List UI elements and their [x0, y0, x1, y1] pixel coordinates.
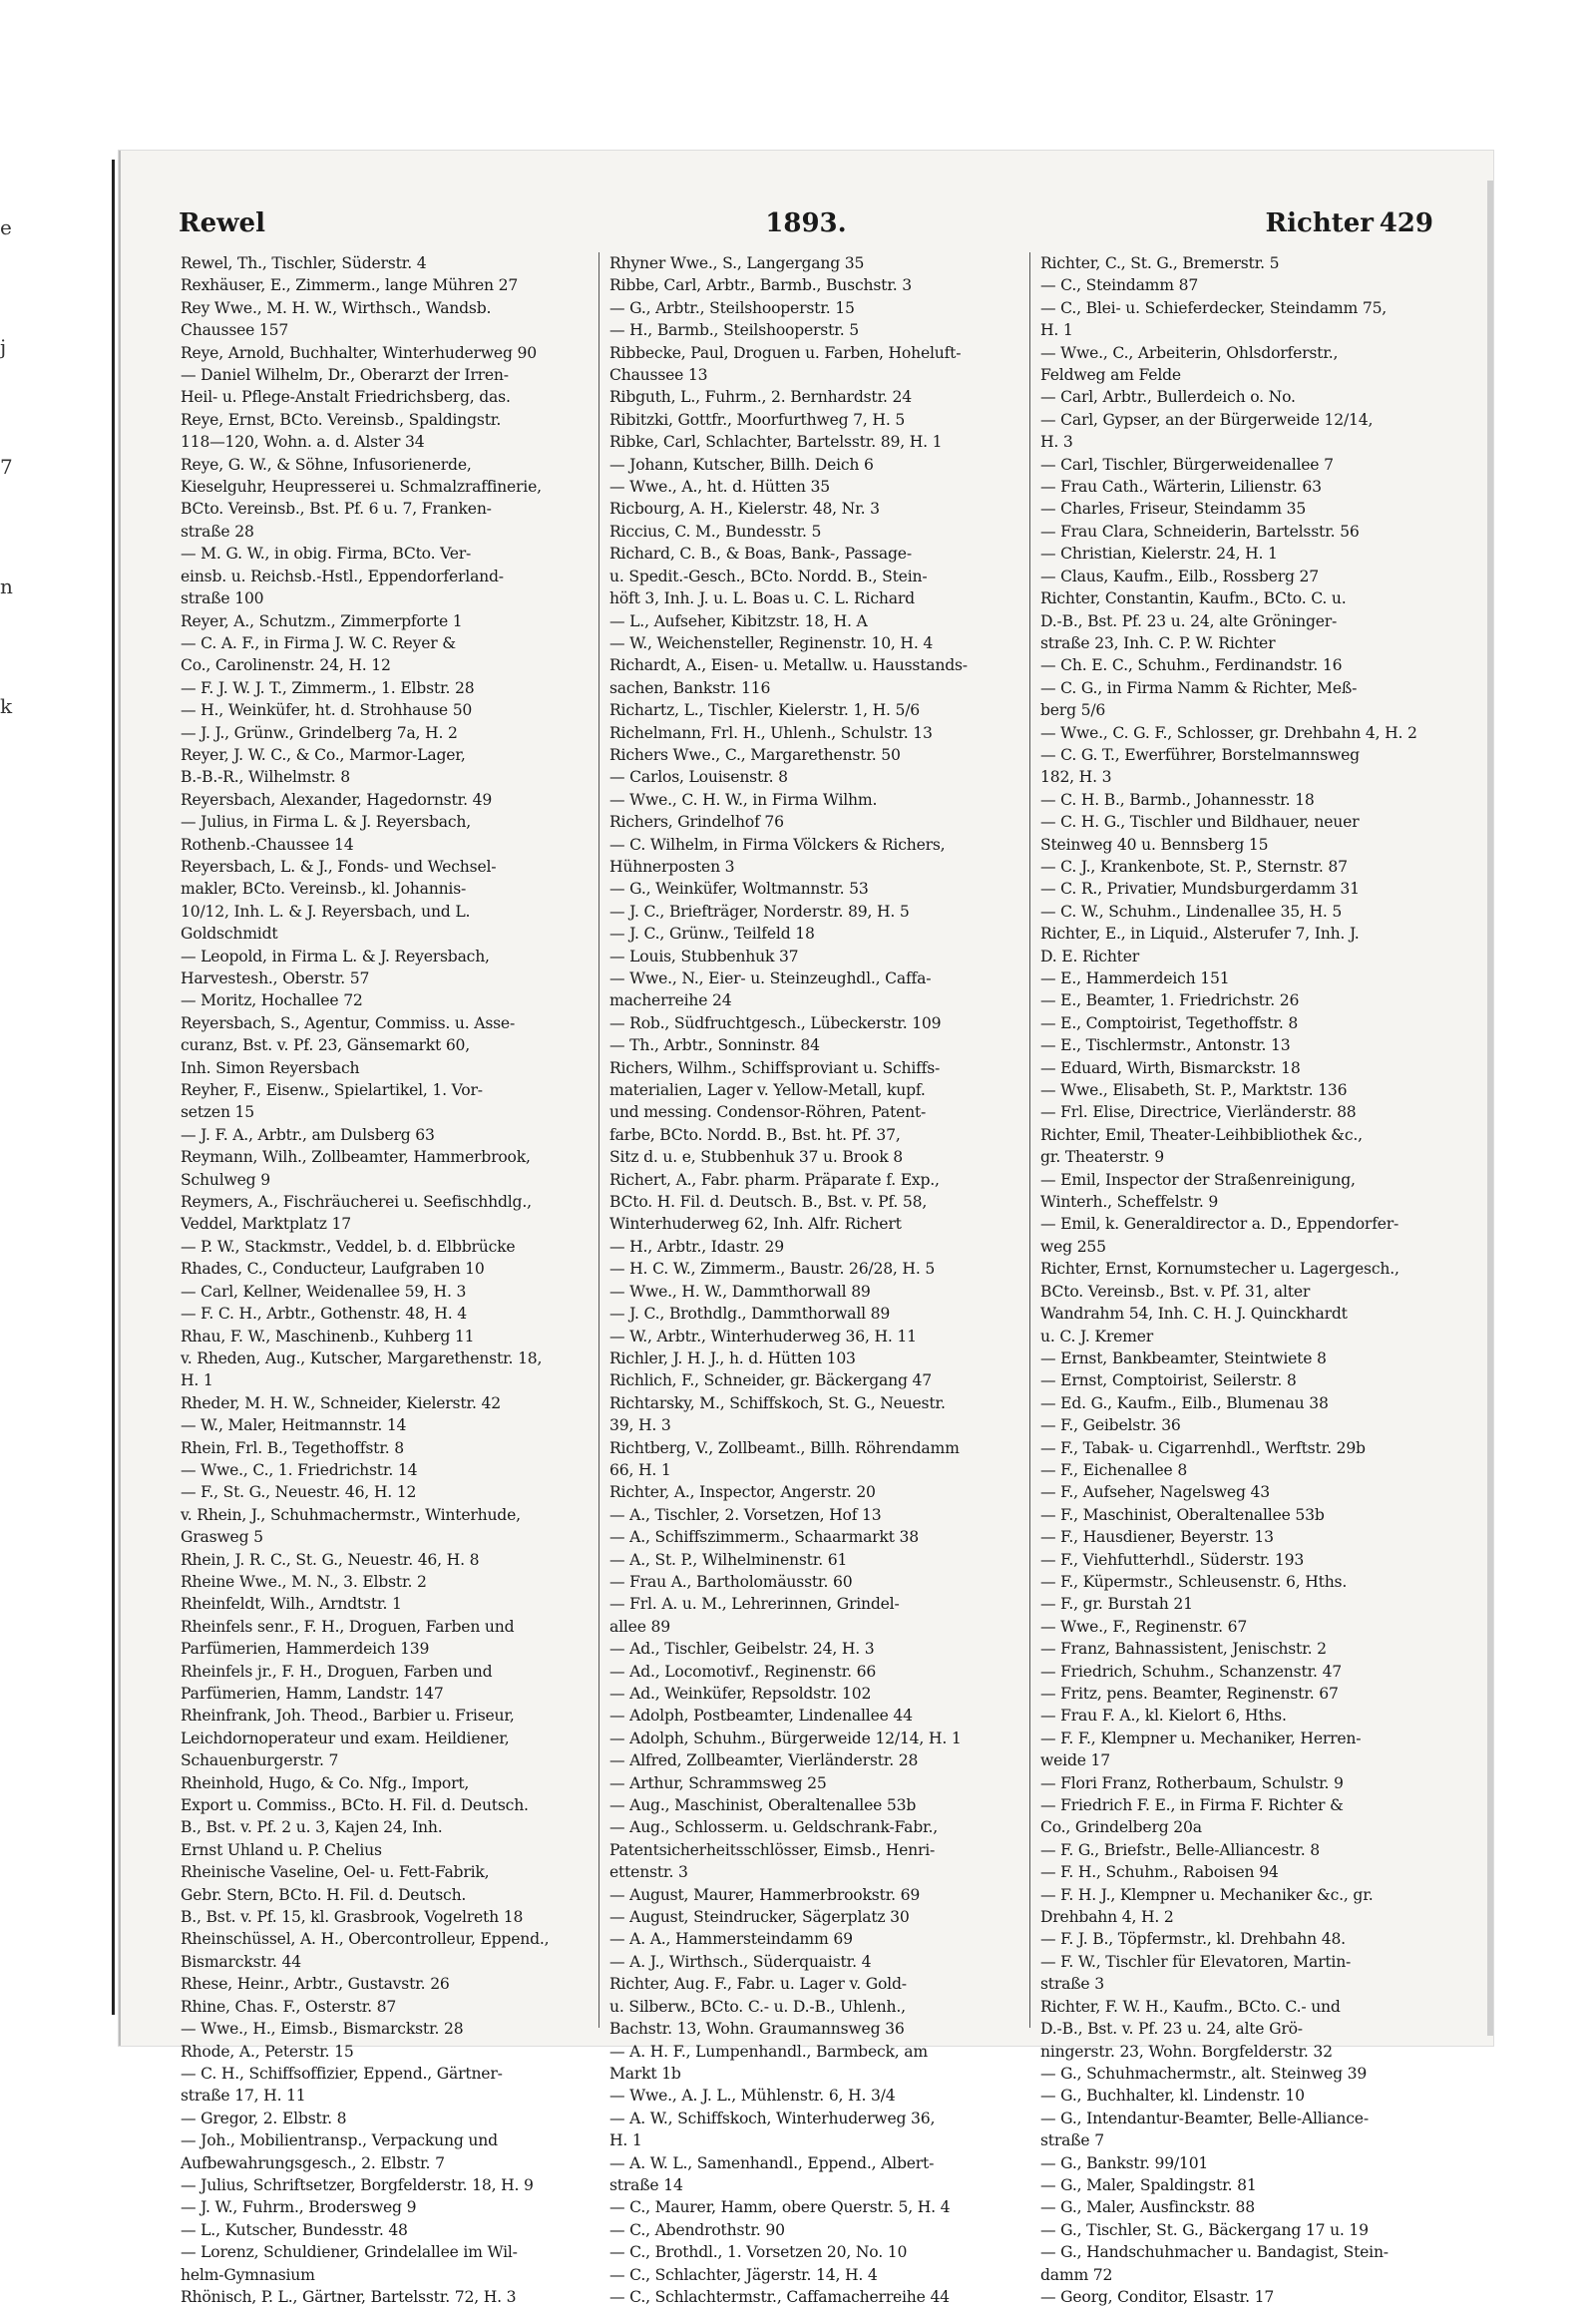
directory-entry-line: — F., Maschinist, Oberaltenallee 53b: [1040, 1505, 1325, 1524]
directory-entry-line: — Carl, Arbtr., Bullerdeich o. No.: [1040, 388, 1296, 407]
directory-entry-line: Rhese, Heinr., Arbtr., Gustavstr. 26: [181, 1975, 450, 1994]
directory-entry-line: Richter, Emil, Theater-Leihbibliothek &c.,: [1040, 1125, 1363, 1144]
directory-entry-line: — A., Tischler, 2. Vorsetzen, Hof 13: [609, 1505, 882, 1524]
directory-entry-line: — A., Schiffszimmerm., Schaarmarkt 38: [609, 1528, 919, 1547]
directory-entry-line: — F. J. B., Töpfermstr., kl. Drehbahn 48.: [1040, 1930, 1346, 1949]
directory-entry-line: Richter, Aug. F., Fabr. u. Lager v. Gold-: [609, 1975, 907, 1994]
directory-entry-line: Export u. Commiss., BCto. H. Fil. d. Deutsch.: [181, 1796, 529, 1815]
directory-entry-line: — J. F. A., Arbtr., am Dulsberg 63: [181, 1125, 435, 1144]
directory-entry-line: — Wwe., C., 1. Friedrichstr. 14: [181, 1460, 418, 1479]
directory-entry-line: — J. C., Briefträger, Norderstr. 89, H. 5: [609, 902, 910, 921]
directory-entry-line: — A. W., Schiffskoch, Winterhuderweg 36,: [609, 2109, 936, 2127]
directory-entry-line: Gebr. Stern, BCto. H. Fil. d. Deutsch.: [181, 1885, 467, 1904]
directory-entry-line: — C. J., Krankenbote, St. P., Sternstr. 87: [1040, 857, 1348, 876]
directory-entry-line: — E., Beamter, 1. Friedrichstr. 26: [1040, 991, 1300, 1010]
directory-entry-line: — F., Tabak- u. Cigarrenhdl., Werftstr. 29b: [1040, 1438, 1366, 1457]
directory-entry-line: — F. G., Briefstr., Belle-Alliancestr. 8: [1040, 1840, 1320, 1859]
directory-entry-line: — Adolph, Postbeamter, Lindenallee 44: [609, 1707, 913, 1726]
directory-entry-line: Reymers, A., Fischräucherei u. Seefischhdlg.,: [181, 1193, 532, 1212]
directory-entry-line: — Franz, Bahnassistent, Jenischstr. 2: [1040, 1640, 1327, 1659]
directory-entry-line: — C., Schlachtermstr., Caffamacherreihe 44: [609, 2287, 950, 2306]
directory-entry-line: Rheinfrank, Joh. Theod., Barbier u. Friseur,: [181, 1707, 515, 1726]
directory-entry-line: Ricbourg, A. H., Kielerstr. 48, Nr. 3: [609, 500, 880, 519]
directory-entry-line: Richtberg, V., Zollbeamt., Billh. Röhrendamm: [609, 1438, 960, 1457]
directory-entry-line: Goldschmidt: [181, 925, 278, 944]
directory-entry-line: — F. W., Tischler für Elevatoren, Martin-: [1040, 1952, 1352, 1971]
directory-entry-line: — F. C. H., Arbtr., Gothenstr. 48, H. 4: [181, 1305, 467, 1324]
directory-entry-line: weide 17: [1040, 1751, 1110, 1770]
directory-entry-line: — C., Blei- u. Schieferdecker, Steindamm 75,: [1040, 298, 1388, 317]
column-rule: [598, 252, 599, 2028]
directory-entry-line: — Frau A., Bartholomäusstr. 60: [609, 1572, 853, 1591]
directory-entry-line: Rhyner Wwe., S., Langergang 35: [609, 254, 865, 272]
directory-entry-line: — Arthur, Schrammsweg 25: [609, 1773, 827, 1792]
directory-entry-line: — G., Maler, Spaldingstr. 81: [1040, 2175, 1257, 2194]
directory-entry-line: — E., Hammerdeich 151: [1040, 969, 1230, 987]
directory-entry-line: — F. F., Klempner u. Mechaniker, Herren-: [1040, 1729, 1362, 1747]
directory-entry-line: — Frl. A. u. M., Lehrerinnen, Grindel-: [609, 1595, 900, 1614]
directory-entry-line: straße 28: [181, 522, 254, 541]
directory-entry-line: — Wwe., C., Arbeiterin, Ohlsdorferstr.,: [1040, 343, 1339, 362]
directory-entry-line: — Th., Arbtr., Sonninstr. 84: [609, 1036, 820, 1055]
directory-entry-line: Richter, E., in Liquid., Alsterufer 7, Inh. J.: [1040, 925, 1360, 944]
directory-entry-line: — A. H. F., Lumpenhandl., Barmbeck, am: [609, 2042, 928, 2061]
directory-entry-line: Reyersbach, S., Agentur, Commiss. u. Asse-: [181, 1013, 516, 1032]
header-right-keyword: Richter: [1265, 208, 1374, 238]
directory-entry-line: — Rob., Südfruchtgesch., Lübeckerstr. 109: [609, 1013, 942, 1032]
directory-entry-line: — Moritz, Hochallee 72: [181, 991, 363, 1010]
directory-entry-line: Kieselguhr, Heupresserei u. Schmalzraffinerie,: [181, 478, 542, 497]
directory-entry-line: — Claus, Kaufm., Eilb., Rossberg 27: [1040, 567, 1319, 585]
directory-entry-line: Reyersbach, Alexander, Hagedornstr. 49: [181, 790, 493, 809]
directory-entry-line: Parfümerien, Hammerdeich 139: [181, 1640, 430, 1659]
directory-entry-line: — C. G., in Firma Namm & Richter, Meß-: [1040, 678, 1358, 697]
directory-entry-line: u. C. J. Kremer: [1040, 1327, 1154, 1346]
directory-entry-line: Richard, C. B., & Boas, Bank-, Passage-: [609, 545, 912, 564]
directory-entry-line: setzen 15: [181, 1103, 254, 1122]
directory-entry-line: Schauenburgerstr. 7: [181, 1751, 339, 1770]
directory-entry-line: Rheinische Vaseline, Oel- u. Fett-Fabrik,: [181, 1863, 490, 1882]
directory-entry-line: BCto. Vereinsb., Bst. Pf. 6 u. 7, Franken-: [181, 500, 492, 519]
directory-entry-line: — Carl, Tischler, Bürgerweidenallee 7: [1040, 455, 1334, 474]
directory-entry-line: — Ed. G., Kaufm., Eilb., Blumenau 38: [1040, 1393, 1329, 1412]
directory-entry-line: Bachstr. 13, Wohn. Graumannsweg 36: [609, 2020, 905, 2039]
directory-entry-line: Rheinschüssel, A. H., Obercontrolleur, Eppend.,: [181, 1930, 550, 1949]
directory-entry-line: — Ad., Weinküfer, Repsoldstr. 102: [609, 1685, 872, 1703]
directory-entry-line: straße 14: [609, 2175, 683, 2194]
column-3: [1040, 252, 1447, 2306]
directory-entry-line: Reymann, Wilh., Zollbeamter, Hammerbrook,: [181, 1148, 531, 1167]
directory-entry-line: — Alfred, Zollbeamter, Vierländerstr. 28: [609, 1751, 919, 1770]
directory-entry-line: — W., Maler, Heitmannstr. 14: [181, 1416, 407, 1435]
directory-entry-line: — Frau F. A., kl. Kielort 6, Hths.: [1040, 1707, 1287, 1726]
directory-entry-line: H. 1: [181, 1371, 213, 1390]
directory-entry-line: Rhönisch, P. L., Gärtner, Bartelsstr. 72, H. 3: [181, 2287, 517, 2306]
directory-entry-line: Reye, Ernst, BCto. Vereinsb., Spaldingstr.: [181, 410, 502, 429]
directory-entry-line: — August, Steindrucker, Sägerplatz 30: [609, 1908, 910, 1927]
directory-entry-line: — Aug., Schlosserm. u. Geldschrank-Fabr.,: [609, 1818, 939, 1837]
directory-entry-line: — G., Handschuhmacher u. Bandagist, Stein-: [1040, 2243, 1389, 2262]
directory-entry-line: — F. H. J., Klempner u. Mechaniker &c., gr.: [1040, 1885, 1374, 1904]
directory-entry-line: — Wwe., N., Eier- u. Steinzeughdl., Caffa-: [609, 969, 932, 987]
directory-entry-line: — C., Brothdl., 1. Vorsetzen 20, No. 10: [609, 2243, 908, 2262]
directory-entry-line: damm 72: [1040, 2265, 1113, 2284]
directory-entry-line: Schulweg 9: [181, 1170, 270, 1189]
directory-entry-line: H. 3: [1040, 433, 1073, 452]
directory-entry-line: H. 1: [609, 2131, 642, 2150]
directory-entry-line: — G., Weinküfer, Woltmannstr. 53: [609, 880, 869, 899]
directory-entry-line: Harvestesh., Oberstr. 57: [181, 969, 370, 987]
directory-entry-line: ningerstr. 23, Wohn. Borgfelderstr. 32: [1040, 2042, 1333, 2061]
directory-entry-line: ettenstr. 3: [609, 1863, 688, 1882]
directory-entry-line: 118—120, Wohn. a. d. Alster 34: [181, 433, 425, 452]
directory-entry-line: Richelmann, Frl. H., Uhlenh., Schulstr. 13: [609, 723, 933, 742]
directory-entry-line: — F., St. G., Neuestr. 46, H. 12: [181, 1483, 417, 1502]
directory-entry-line: Richler, J. H. J., h. d. Hütten 103: [609, 1348, 856, 1367]
directory-entry-line: Rewel, Th., Tischler, Süderstr. 4: [181, 254, 427, 272]
directory-entry-line: — Wwe., F., Reginenstr. 67: [1040, 1617, 1248, 1636]
directory-entry-line: B.-B.-R., Wilhelmstr. 8: [181, 768, 350, 787]
directory-entry-line: Veddel, Marktplatz 17: [181, 1215, 351, 1234]
directory-entry-line: Rheine Wwe., M. N., 3. Elbstr. 2: [181, 1572, 427, 1591]
directory-entry-line: Ribbecke, Paul, Droguen u. Farben, Hoheluft-: [609, 343, 962, 362]
directory-entry-line: Inh. Simon Reyersbach: [181, 1058, 360, 1077]
previous-page-letter: k: [0, 694, 13, 718]
directory-entry-line: Richter, A., Inspector, Angerstr. 20: [609, 1483, 876, 1502]
directory-entry-line: und messing. Condensor-Röhren, Patent-: [609, 1103, 927, 1122]
directory-entry-line: — Aug., Maschinist, Oberaltenallee 53b: [609, 1796, 917, 1815]
directory-entry-line: Parfümerien, Hamm, Landstr. 147: [181, 1685, 444, 1703]
directory-page: [118, 150, 1494, 2306]
directory-entry-line: einsb. u. Reichsb.-Hstl., Eppendorferland-: [181, 567, 504, 585]
directory-entry-line: Rexhäuser, E., Zimmerm., lange Mühren 27: [181, 276, 519, 295]
directory-entry-line: — W., Weichensteller, Reginenstr. 10, H. 4: [609, 633, 934, 652]
directory-entry-line: — H., Weinküfer, ht. d. Strohhause 50: [181, 701, 473, 720]
directory-entry-line: — J. C., Brothdlg., Dammthorwall 89: [609, 1305, 891, 1324]
directory-entry-line: — F., Küpermstr., Schleusenstr. 6, Hths.: [1040, 1572, 1348, 1591]
directory-entry-line: — C., Maurer, Hamm, obere Querstr. 5, H. 4: [609, 2198, 951, 2217]
directory-entry-line: Richter, Constantin, Kaufm., BCto. C. u.: [1040, 589, 1347, 608]
directory-entry-line: BCto. Vereinsb., Bst. v. Pf. 31, alter: [1040, 1282, 1311, 1301]
directory-entry-line: 66, H. 1: [609, 1460, 671, 1479]
directory-entry-line: — F., Geibelstr. 36: [1040, 1416, 1181, 1435]
directory-entry-line: Richers Wwe., C., Margarethenstr. 50: [609, 745, 901, 764]
directory-entry-line: 182, H. 3: [1040, 768, 1112, 787]
directory-entry-line: Heil- u. Pflege-Anstalt Friedrichsberg, das.: [181, 388, 511, 407]
directory-entry-line: Rhein, Frl. B., Tegethoffstr. 8: [181, 1438, 404, 1457]
directory-entry-line: — Emil, k. Generaldirector a. D., Eppendorfer-: [1040, 1215, 1399, 1234]
directory-entry-line: — C., Schlachter, Jägerstr. 14, H. 4: [609, 2265, 878, 2284]
page-header: [179, 208, 1433, 248]
directory-entry-line: Rhine, Chas. F., Osterstr. 87: [181, 1997, 397, 2016]
directory-entry-line: — Christian, Kielerstr. 24, H. 1: [1040, 545, 1278, 564]
directory-entry-line: Markt 1b: [609, 2064, 681, 2083]
directory-entry-line: — C., Steindamm 87: [1040, 276, 1199, 295]
directory-entry-line: — F., Eichenallee 8: [1040, 1460, 1188, 1479]
directory-entry-line: Rothenb.-Chaussee 14: [181, 835, 354, 854]
directory-entry-line: — F. H., Schuhm., Raboisen 94: [1040, 1863, 1279, 1882]
directory-entry-line: — Johann, Kutscher, Billh. Deich 6: [609, 455, 874, 474]
directory-entry-line: — Ad., Tischler, Geibelstr. 24, H. 3: [609, 1640, 875, 1659]
directory-entry-line: Reyher, F., Eisenw., Spielartikel, 1. Vor-: [181, 1081, 483, 1100]
directory-entry-line: — H., Arbtr., Idastr. 29: [609, 1237, 784, 1256]
directory-entry-line: — Ernst, Bankbeamter, Steintwiete 8: [1040, 1348, 1327, 1367]
directory-entry-line: Sitz d. u. e, Stubbenhuk 37 u. Brook 8: [609, 1148, 903, 1167]
directory-entry-line: Richartz, L., Tischler, Kielerstr. 1, H. 5/6: [609, 701, 921, 720]
directory-entry-line: — Frl. Elise, Directrice, Vierländerstr. 88: [1040, 1103, 1357, 1122]
directory-entry-line: Reyer, A., Schutzm., Zimmerpforte 1: [181, 611, 463, 630]
directory-entry-line: Richtarsky, M., Schiffskoch, St. G., Neuestr.: [609, 1393, 946, 1412]
directory-entry-line: — C. G. T., Ewerführer, Borstelmannsweg: [1040, 745, 1360, 764]
directory-entry-line: Rheinhold, Hugo, & Co. Nfg., Import,: [181, 1773, 470, 1792]
directory-entry-line: Co., Carolinenstr. 24, H. 12: [181, 656, 391, 675]
header-year: 1893.: [765, 208, 847, 238]
directory-entry-line: — Wwe., A., ht. d. Hütten 35: [609, 478, 830, 497]
directory-entry-line: — C. R., Privatier, Mundsburgerdamm 31: [1040, 880, 1360, 899]
directory-entry-line: macherreihe 24: [609, 991, 732, 1010]
directory-entry-line: — C. H. B., Barmb., Johannesstr. 18: [1040, 790, 1315, 809]
directory-entry-line: — Wwe., Elisabeth, St. P., Marktstr. 136: [1040, 1081, 1348, 1100]
directory-entry-line: Drehbahn 4, H. 2: [1040, 1908, 1174, 1927]
directory-entry-line: — Frau Clara, Schneiderin, Bartelsstr. 56: [1040, 522, 1360, 541]
directory-entry-line: — C. Wilhelm, in Firma Völckers & Richers,: [609, 835, 946, 854]
directory-entry-line: Rheinfeldt, Wilh., Arndtstr. 1: [181, 1595, 402, 1614]
directory-entry-line: Richert, A., Fabr. pharm. Präparate f. Exp.,: [609, 1170, 940, 1189]
directory-entry-line: Richter, C., St. G., Bremerstr. 5: [1040, 254, 1280, 272]
directory-entry-line: — F., Hausdiener, Beyerstr. 13: [1040, 1528, 1274, 1547]
directory-entry-line: — Joh., Mobilientransp., Verpackung und: [181, 2131, 498, 2150]
previous-page-letter: n: [0, 575, 13, 598]
directory-entry-line: Leichdornoperateur und exam. Heildiener,: [181, 1729, 510, 1747]
directory-entry-line: — C. H., Schiffsoffizier, Eppend., Gärtner-: [181, 2064, 503, 2083]
directory-entry-line: — Adolph, Schuhm., Bürgerweide 12/14, H. 1: [609, 1729, 962, 1747]
directory-entry-line: — G., Bankstr. 99/101: [1040, 2153, 1209, 2172]
directory-entry-line: v. Rheden, Aug., Kutscher, Margarethenstr. 18,: [181, 1348, 543, 1367]
directory-entry-line: straße 100: [181, 589, 264, 608]
directory-entry-line: Steinweg 40 u. Bennsberg 15: [1040, 835, 1269, 854]
directory-entry-line: — C. A. F., in Firma J. W. C. Reyer &: [181, 633, 456, 652]
directory-entry-line: Reyer, J. W. C., & Co., Marmor-Lager,: [181, 745, 466, 764]
directory-entry-line: Ribbe, Carl, Arbtr., Barmb., Buschstr. 3: [609, 276, 912, 295]
directory-entry-line: — Leopold, in Firma L. & J. Reyersbach,: [181, 947, 490, 965]
column-2: [609, 252, 1016, 2306]
directory-entry-line: — Julius, in Firma L. & J. Reyersbach,: [181, 813, 472, 832]
directory-entry-line: — Wwe., A. J. L., Mühlenstr. 6, H. 3/4: [609, 2087, 896, 2106]
directory-entry-line: Rhau, F. W., Maschinenb., Kuhberg 11: [181, 1327, 475, 1346]
directory-entry-line: — H., Barmb., Steilshooperstr. 5: [609, 321, 859, 340]
directory-entry-line: Richardt, A., Eisen- u. Metallw. u. Hausstands-: [609, 656, 968, 675]
directory-entry-line: — C. W., Schuhm., Lindenallee 35, H. 5: [1040, 902, 1343, 921]
directory-entry-line: — Fritz, pens. Beamter, Reginenstr. 67: [1040, 1685, 1339, 1703]
directory-entry-line: — August, Maurer, Hammerbrookstr. 69: [609, 1885, 921, 1904]
column-rule: [1029, 252, 1030, 2028]
directory-entry-line: — Friedrich, Schuhm., Schanzenstr. 47: [1040, 1662, 1343, 1681]
directory-entry-line: — Gregor, 2. Elbstr. 8: [181, 2109, 347, 2127]
directory-entry-line: — Ad., Locomotivf., Reginenstr. 66: [609, 1662, 877, 1681]
page-edge-shadow: [1487, 181, 1493, 2036]
directory-entry-line: — G., Tischler, St. G., Bäckergang 17 u. 19: [1040, 2220, 1369, 2239]
directory-entry-line: v. Rhein, J., Schuhmachermstr., Winterhude,: [181, 1505, 521, 1524]
directory-entry-line: — Lorenz, Schuldiener, Grindelallee im Wil-: [181, 2243, 518, 2262]
directory-entry-line: Reyersbach, L. & J., Fonds- und Wechsel-: [181, 857, 497, 876]
directory-entry-line: Ribke, Carl, Schlachter, Bartelsstr. 89, H. 1: [609, 433, 943, 452]
directory-entry-line: Rheinfels jr., F. H., Droguen, Farben und: [181, 1662, 493, 1681]
directory-entry-line: — C., Abendrothstr. 90: [609, 2220, 785, 2239]
directory-entry-line: — M. G. W., in obig. Firma, BCto. Ver-: [181, 545, 472, 564]
directory-entry-line: berg 5/6: [1040, 701, 1106, 720]
directory-columns: [181, 252, 1447, 2306]
directory-entry-line: — Charles, Friseur, Steindamm 35: [1040, 500, 1307, 519]
directory-entry-line: weg 255: [1040, 1237, 1106, 1256]
directory-entry-line: Richter, Ernst, Kornumstecher u. Lagergesch.,: [1040, 1260, 1399, 1279]
directory-entry-line: — Frau Cath., Wärterin, Lilienstr. 63: [1040, 478, 1322, 497]
previous-page-letter: 7: [0, 455, 13, 479]
directory-entry-line: — G., Maler, Ausfinckstr. 88: [1040, 2198, 1255, 2217]
directory-entry-line: D.-B., Bst. Pf. 23 u. 24, alte Gröninger-: [1040, 611, 1338, 630]
directory-entry-line: — Friedrich F. E., in Firma F. Richter &: [1040, 1796, 1344, 1815]
directory-entry-line: — Georg, Conditor, Elsastr. 17: [1040, 2287, 1275, 2306]
directory-entry-line: Riccius, C. M., Bundesstr. 5: [609, 522, 822, 541]
directory-entry-line: — Wwe., H., Eimsb., Bismarckstr. 28: [181, 2020, 464, 2039]
directory-entry-line: Reye, Arnold, Buchhalter, Winterhuderweg 90: [181, 343, 537, 362]
directory-entry-line: makler, BCto. Vereinsb., kl. Johannis-: [181, 880, 467, 899]
directory-entry-line: — H. C. W., Zimmerm., Baustr. 26/28, H. 5: [609, 1260, 936, 1279]
directory-entry-line: Wandrahm 54, Inh. C. H. J. Quinckhardt: [1040, 1305, 1348, 1324]
directory-entry-line: Winterhuderweg 62, Inh. Alfr. Richert: [609, 1215, 902, 1234]
directory-entry-line: allee 89: [609, 1617, 670, 1636]
directory-entry-line: helm-Gymnasium: [181, 2265, 315, 2284]
directory-entry-line: Rhein, J. R. C., St. G., Neuestr. 46, H. 8: [181, 1550, 480, 1569]
directory-entry-line: Richter, F. W. H., Kaufm., BCto. C.- und: [1040, 1997, 1341, 2016]
directory-entry-line: — Carl, Kellner, Weidenallee 59, H. 3: [181, 1282, 467, 1301]
directory-entry-line: Grasweg 5: [181, 1528, 263, 1547]
directory-entry-line: — Ch. E. C., Schuhm., Ferdinandstr. 16: [1040, 656, 1343, 675]
directory-entry-line: Reye, G. W., & Söhne, Infusorienerde,: [181, 455, 472, 474]
directory-entry-line: — Wwe., H. W., Dammthorwall 89: [609, 1282, 871, 1301]
directory-entry-line: — F., gr. Burstah 21: [1040, 1595, 1193, 1614]
directory-entry-line: Feldweg am Felde: [1040, 366, 1181, 385]
directory-entry-line: u. Spedit.-Gesch., BCto. Nordd. B., Stein-: [609, 567, 928, 585]
directory-entry-line: — Emil, Inspector der Straßenreinigung,: [1040, 1170, 1356, 1189]
directory-entry-line: — F. J. W. J. T., Zimmerm., 1. Elbstr. 28: [181, 678, 475, 697]
directory-entry-line: — J. J., Grünw., Grindelberg 7a, H. 2: [181, 723, 458, 742]
directory-entry-line: Rey Wwe., M. H. W., Wirthsch., Wandsb.: [181, 298, 492, 317]
directory-entry-line: — E., Tischlermstr., Antonstr. 13: [1040, 1036, 1291, 1055]
directory-entry-line: farbe, BCto. Nordd. B., Bst. ht. Pf. 37,: [609, 1125, 901, 1144]
directory-entry-line: D. E. Richter: [1040, 947, 1140, 965]
directory-entry-line: curanz, Bst. v. Pf. 23, Gänsemarkt 60,: [181, 1036, 471, 1055]
directory-entry-line: sachen, Bankstr. 116: [609, 678, 771, 697]
directory-entry-line: — Ernst, Comptoirist, Seilerstr. 8: [1040, 1371, 1297, 1390]
directory-entry-line: D.-B., Bst. v. Pf. 23 u. 24, alte Grö-: [1040, 2020, 1303, 2039]
directory-entry-line: — Julius, Schriftsetzer, Borgfelderstr. 18, H. 9: [181, 2175, 534, 2194]
directory-entry-line: Bismarckstr. 44: [181, 1952, 301, 1971]
directory-entry-line: Rheinfels senr., F. H., Droguen, Farben und: [181, 1617, 515, 1636]
previous-page-letters: [0, 168, 13, 766]
directory-entry-line: Winterh., Scheffelstr. 9: [1040, 1193, 1219, 1212]
directory-entry-line: gr. Theaterstr. 9: [1040, 1148, 1164, 1167]
directory-entry-line: — W., Arbtr., Winterhuderweg 36, H. 11: [609, 1327, 917, 1346]
directory-entry-line: — Daniel Wilhelm, Dr., Oberarzt der Irren-: [181, 366, 509, 385]
directory-entry-line: straße 17, H. 11: [181, 2087, 306, 2106]
directory-entry-line: — G., Intendantur-Beamter, Belle-Alliance-: [1040, 2109, 1369, 2127]
directory-entry-line: straße 3: [1040, 1975, 1104, 1994]
directory-entry-line: Co., Grindelberg 20a: [1040, 1818, 1202, 1837]
directory-entry-line: Ribguth, L., Fuhrm., 2. Bernhardstr. 24: [609, 388, 912, 407]
directory-entry-line: — J. C., Grünw., Teilfeld 18: [609, 925, 815, 944]
directory-entry-line: höft 3, Inh. J. u. L. Boas u. C. L. Richard: [609, 589, 915, 608]
directory-entry-line: B., Bst. v. Pf. 2 u. 3, Kajen 24, Inh.: [181, 1818, 443, 1837]
directory-entry-line: Ernst Uhland u. P. Chelius: [181, 1840, 382, 1859]
directory-entry-line: — G., Buchhalter, kl. Lindenstr. 10: [1040, 2087, 1305, 2106]
header-left-keyword: Rewel: [179, 208, 265, 238]
directory-entry-line: Rhades, C., Conducteur, Laufgraben 10: [181, 1260, 485, 1279]
directory-entry-line: straße 23, Inh. C. P. W. Richter: [1040, 633, 1276, 652]
directory-entry-line: BCto. H. Fil. d. Deutsch. B., Bst. v. Pf. 58,: [609, 1193, 928, 1212]
directory-entry-line: Chaussee 13: [609, 366, 708, 385]
directory-entry-line: — F., Aufseher, Nagelsweg 43: [1040, 1483, 1270, 1502]
directory-entry-line: — L., Kutscher, Bundesstr. 48: [181, 2220, 408, 2239]
directory-entry-line: Patentsicherheitsschlösser, Eimsb., Henri-: [609, 1840, 936, 1859]
directory-entry-line: — Louis, Stubbenhuk 37: [609, 947, 799, 965]
directory-entry-line: — Eduard, Wirth, Bismarckstr. 18: [1040, 1058, 1301, 1077]
directory-entry-line: — Flori Franz, Rotherbaum, Schulstr. 9: [1040, 1773, 1344, 1792]
directory-entry-line: Rheder, M. H. W., Schneider, Kielerstr. 42: [181, 1393, 501, 1412]
directory-entry-line: materialien, Lager v. Yellow-Metall, kupf.: [609, 1081, 926, 1100]
page-number: 429: [1379, 208, 1433, 238]
directory-entry-line: — P. W., Stackmstr., Veddel, b. d. Elbbrücke: [181, 1237, 516, 1256]
directory-entry-line: 39, H. 3: [609, 1416, 671, 1435]
directory-entry-line: — A. A., Hammersteindamm 69: [609, 1930, 853, 1949]
directory-entry-line: — Wwe., C. G. F., Schlosser, gr. Drehbahn 4, H. 2: [1040, 723, 1417, 742]
directory-entry-line: Aufbewahrungsgesch., 2. Elbstr. 7: [181, 2153, 445, 2172]
directory-entry-line: — A. J., Wirthsch., Süderquaistr. 4: [609, 1952, 872, 1971]
directory-entry-line: — L., Aufseher, Kibitzstr. 18, H. A: [609, 611, 868, 630]
directory-entry-line: Ribitzki, Gottfr., Moorfurthweg 7, H. 5: [609, 410, 906, 429]
directory-entry-line: Chaussee 157: [181, 321, 289, 340]
previous-page-letter: e: [0, 215, 12, 239]
directory-entry-line: — G., Arbtr., Steilshooperstr. 15: [609, 298, 855, 317]
directory-entry-line: — Wwe., C. H. W., in Firma Wilhm.: [609, 790, 878, 809]
directory-entry-line: Richers, Grindelhof 76: [609, 813, 784, 832]
directory-entry-line: — J. W., Fuhrm., Brodersweg 9: [181, 2198, 417, 2217]
directory-entry-line: straße 7: [1040, 2131, 1104, 2150]
column-1: [181, 252, 588, 2306]
directory-entry-line: Hühnerposten 3: [609, 857, 735, 876]
directory-entry-line: — C. H. G., Tischler und Bildhauer, neuer: [1040, 813, 1360, 832]
directory-entry-line: — G., Schuhmachermstr., alt. Steinweg 39: [1040, 2064, 1368, 2083]
directory-entry-line: u. Silberw., BCto. C.- u. D.-B., Uhlenh.,: [609, 1997, 906, 2016]
previous-page-letter: j: [0, 335, 7, 359]
directory-entry-line: — Carl, Gypser, an der Bürgerweide 12/14,: [1040, 410, 1374, 429]
directory-entry-line: — A., St. P., Wilhelminenstr. 61: [609, 1550, 848, 1569]
directory-entry-line: Rhode, A., Peterstr. 15: [181, 2042, 354, 2061]
directory-entry-line: B., Bst. v. Pf. 15, kl. Grasbrook, Vogelreth 18: [181, 1908, 524, 1927]
previous-page-edge: [0, 160, 115, 2015]
directory-entry-line: — E., Comptoirist, Tegethoffstr. 8: [1040, 1013, 1299, 1032]
directory-entry-line: — F., Viehfutterhdl., Süderstr. 193: [1040, 1550, 1305, 1569]
directory-entry-line: Richlich, F., Schneider, gr. Bäckergang 47: [609, 1371, 932, 1390]
directory-entry-line: H. 1: [1040, 321, 1073, 340]
directory-entry-line: — A. W. L., Samenhandl., Eppend., Albert-: [609, 2153, 935, 2172]
directory-entry-line: — Carlos, Louisenstr. 8: [609, 768, 788, 787]
directory-entry-line: 10/12, Inh. L. & J. Reyersbach, und L.: [181, 902, 471, 921]
directory-entry-line: Richers, Wilhm., Schiffsproviant u. Schiffs-: [609, 1058, 941, 1077]
